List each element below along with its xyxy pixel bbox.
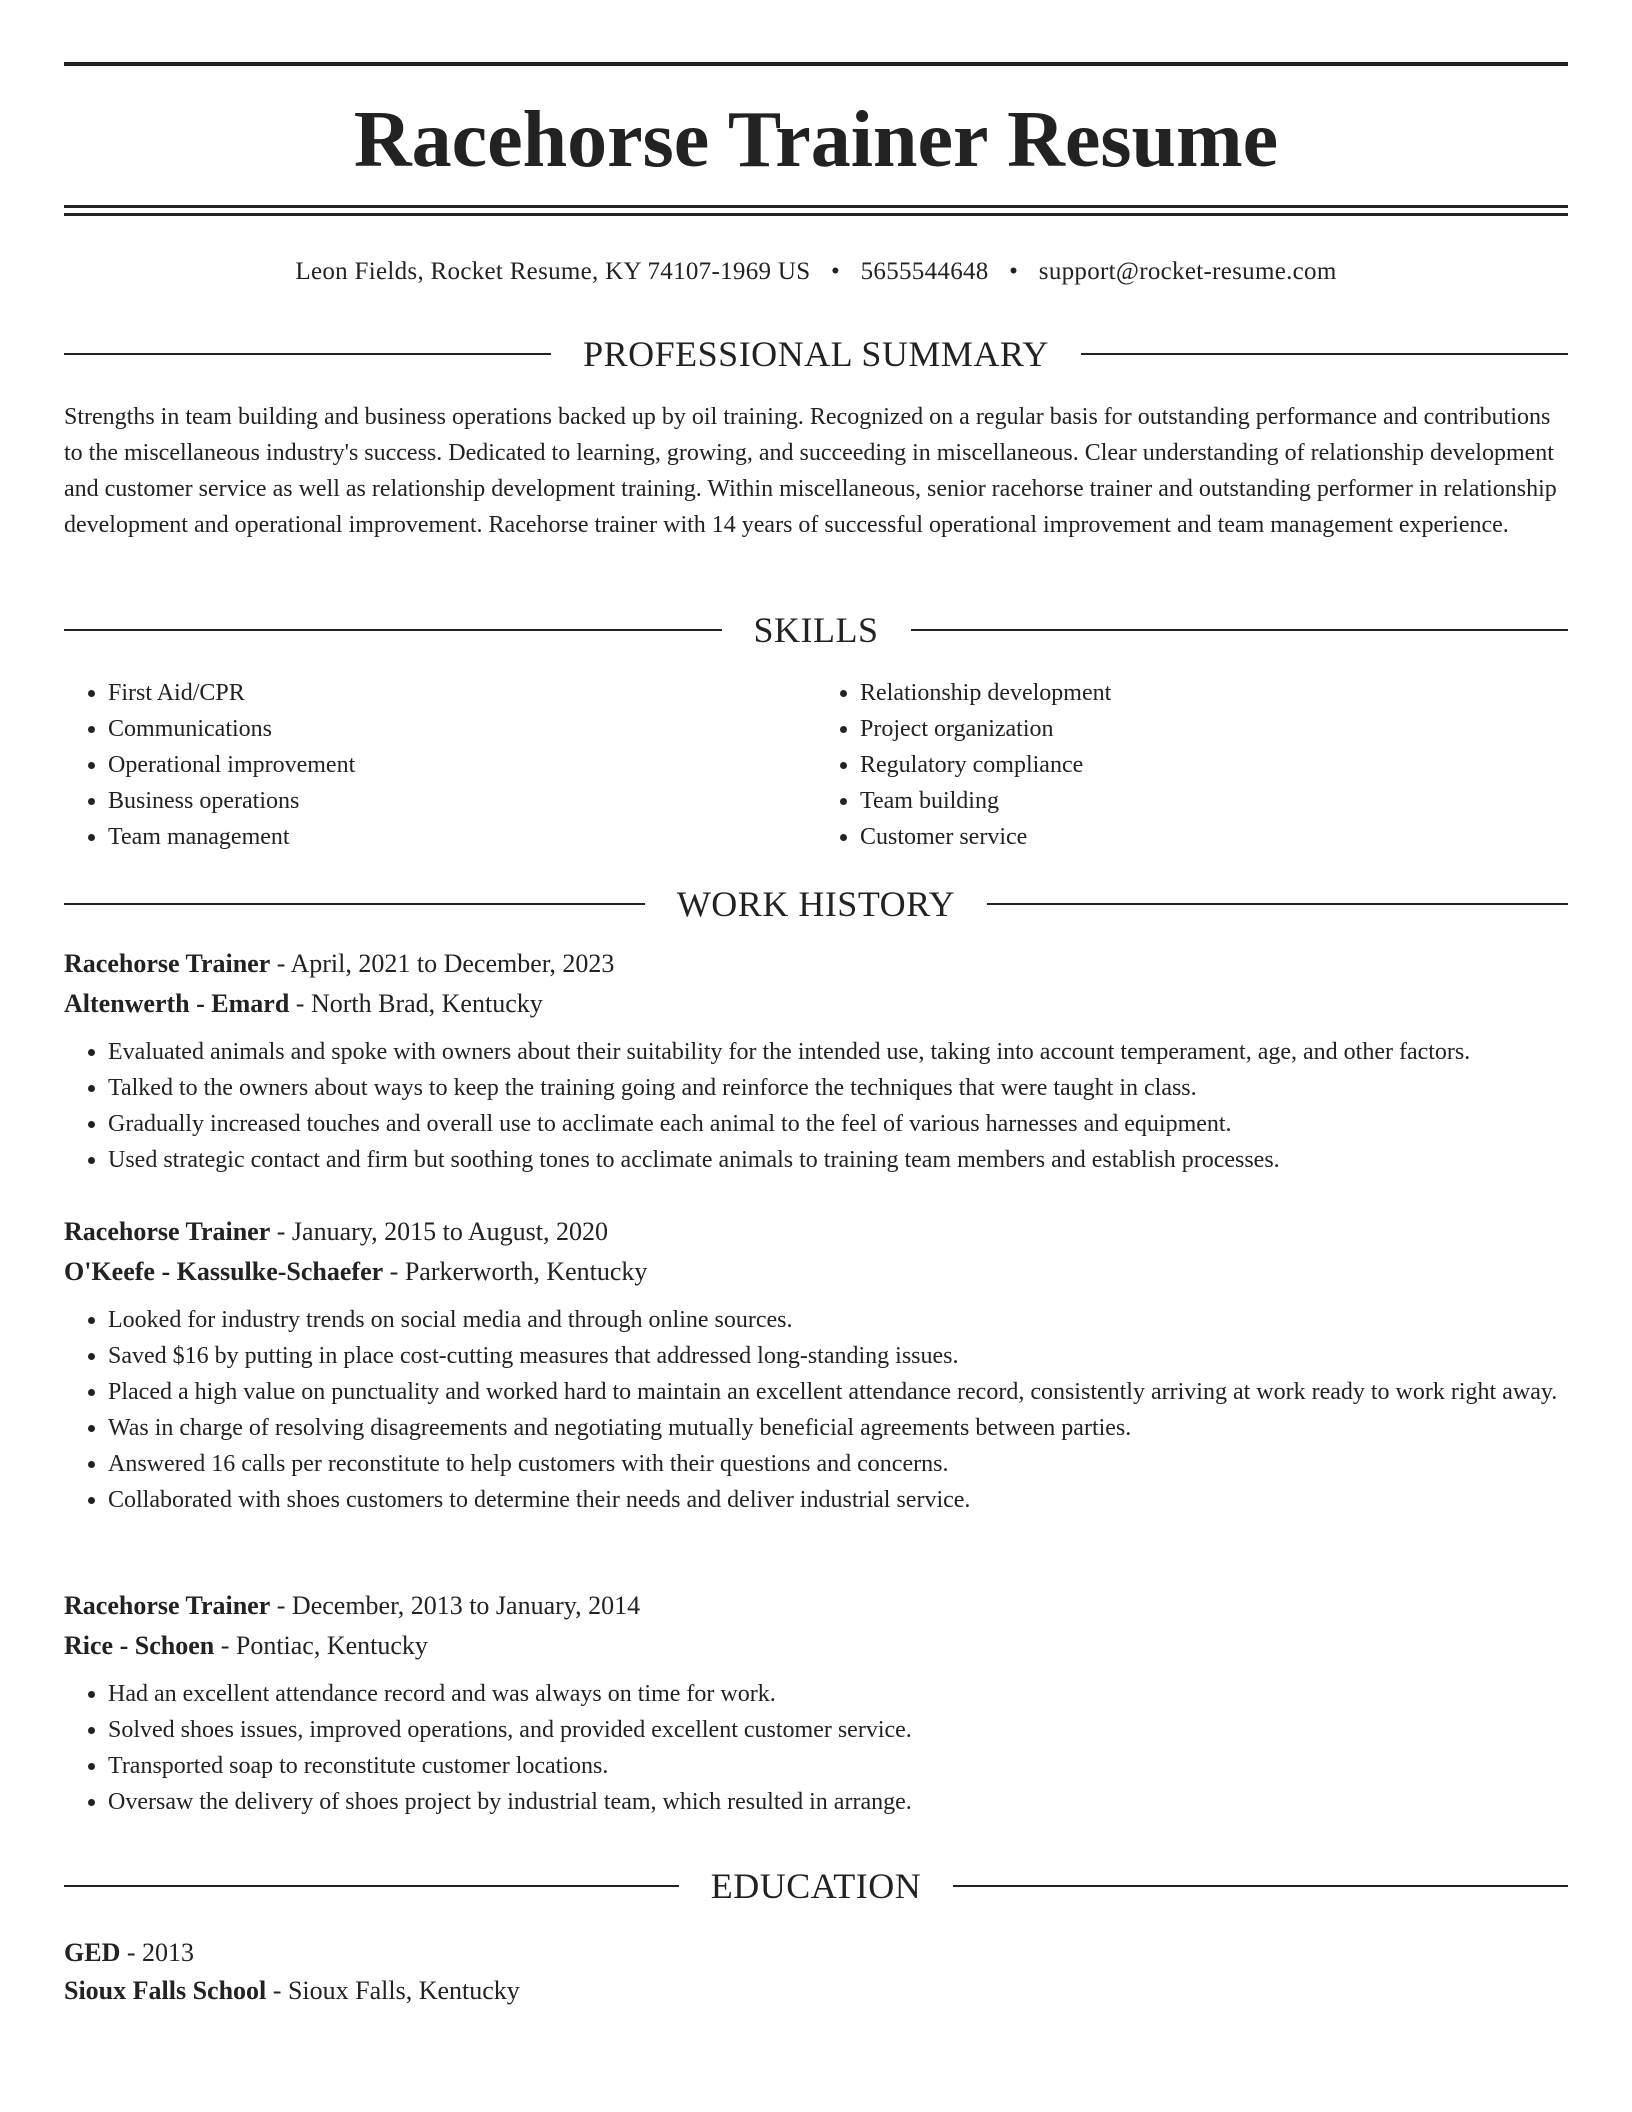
skills-column-left [64, 675, 816, 855]
job-bullet: • Placed a high value on punctuality and worked hard to maintain an excellent attendance record, consistently arriving at work ready to work right away. [108, 1374, 1568, 1410]
job-company: O'Keefe - Kassulke-Schaefer [64, 1257, 384, 1286]
skill-item: • Operational improvement [108, 747, 816, 783]
skill-item: • Project organization [860, 711, 1568, 747]
section-rule [987, 903, 1568, 905]
job-company-line [64, 1252, 1568, 1292]
title-rule-lower [64, 213, 1568, 216]
job-location: - Pontiac, Kentucky [214, 1631, 428, 1660]
job-bullet: • Oversaw the delivery of shoes project by industrial team, which resulted in arrange. [108, 1784, 1568, 1820]
skill-item: • Business operations [108, 783, 816, 819]
section-header-skills [64, 608, 1568, 652]
job-dates: - April, 2021 to December, 2023 [270, 949, 615, 978]
skills-list [64, 675, 1568, 855]
section-rule [1081, 353, 1568, 355]
resume-title: Racehorse Trainer Resume [353, 96, 1279, 184]
job-bullet: • Was in charge of resolving disagreements and negotiating mutually beneficial agreements between parties. [108, 1410, 1568, 1446]
job-company: Rice - Schoen [64, 1631, 215, 1660]
job-dates: - December, 2013 to January, 2014 [270, 1591, 641, 1620]
job-bullet: • Solved shoes issues, improved operations, and provided excellent customer service. [108, 1712, 1568, 1748]
job-title: Racehorse Trainer [64, 1217, 271, 1246]
contact-phone: 5655544648 [860, 258, 989, 285]
job-bullets [64, 1034, 1568, 1178]
education-degree-line [64, 1934, 1568, 1972]
job-entry [64, 1212, 1568, 1518]
section-title: EDUCATION [710, 1866, 922, 1906]
job-bullet: • Looked for industry trends on social media and through online sources. [108, 1302, 1568, 1338]
section-rule [64, 903, 645, 905]
top-rule [64, 62, 1568, 66]
title-rule-upper [64, 205, 1568, 208]
section-title: SKILLS [753, 610, 879, 650]
job-title: Racehorse Trainer [64, 1591, 271, 1620]
skills-column-right [816, 675, 1568, 855]
section-header-work [64, 882, 1568, 926]
skill-item: • Customer service [860, 819, 1568, 855]
summary-text: Strengths in team building and business operations backed up by oil training. Recognized on a regular basis for outstanding performance and contributions to the miscellaneous industry's success. Dedicated to learning, growing, and succeeding in miscellaneous. Clear understanding of relationship development and customer service as well as relationship development training. Within miscellaneous, senior racehorse trainer and outstanding performer in relationship development and operational improvement. Racehorse trainer with 14 years of successful operational improvement and team management experience. [64, 404, 1557, 538]
job-entry [64, 1586, 1568, 1820]
job-bullet: • Answered 16 calls per reconstitute to help customers with their questions and concerns. [108, 1446, 1568, 1482]
job-company-line [64, 1626, 1568, 1666]
education-school: Sioux Falls School [64, 1976, 267, 2005]
section-rule [911, 629, 1569, 631]
job-bullet: • Saved $16 by putting in place cost-cutting measures that addressed long-standing issues. [108, 1338, 1568, 1374]
section-rule [64, 629, 722, 631]
section-rule [953, 1885, 1568, 1887]
section-title: PROFESSIONAL SUMMARY [583, 334, 1049, 374]
education-location: - Sioux Falls, Kentucky [266, 1976, 520, 2005]
job-bullet: • Used strategic contact and firm but soothing tones to acclimate animals to training team members and establish processes. [108, 1142, 1568, 1178]
job-bullets [64, 1302, 1568, 1518]
job-bullet: • Had an excellent attendance record and was always on time for work. [108, 1676, 1568, 1712]
skill-item: • Regulatory compliance [860, 747, 1568, 783]
skill-item: • Communications [108, 711, 816, 747]
education-entry [64, 1934, 1568, 2010]
section-title: WORK HISTORY [676, 884, 956, 924]
job-bullet: • Transported soap to reconstitute customer locations. [108, 1748, 1568, 1784]
job-bullet: • Gradually increased touches and overall use to acclimate each animal to the feel of various harnesses and equipment. [108, 1106, 1568, 1142]
job-company: Altenwerth - Emard [64, 989, 290, 1018]
contact-address: Leon Fields, Rocket Resume, KY 74107-1969 US [295, 258, 811, 285]
education-year: - 2013 [120, 1938, 195, 1967]
contact-line [64, 254, 1568, 290]
section-header-education [64, 1864, 1568, 1908]
job-title-line [64, 1212, 1568, 1252]
job-dates: - January, 2015 to August, 2020 [270, 1217, 608, 1246]
education-degree: GED [64, 1938, 121, 1967]
section-header-summary [64, 332, 1568, 376]
job-location: - North Brad, Kentucky [289, 989, 543, 1018]
job-location: - Parkerworth, Kentucky [383, 1257, 648, 1286]
job-bullet: • Evaluated animals and spoke with owners about their suitability for the intended use, taking into account temperament, age, and other factors. [108, 1034, 1568, 1070]
contact-separator: • [1009, 258, 1019, 285]
job-entry [64, 944, 1568, 1178]
section-rule [64, 1885, 679, 1887]
job-title-line [64, 944, 1568, 984]
skill-item: • Team management [108, 819, 816, 855]
contact-separator: • [830, 258, 841, 285]
skill-item: • Team building [860, 783, 1568, 819]
job-company-line [64, 984, 1568, 1024]
skill-item: • Relationship development [860, 675, 1568, 711]
contact-email: support@rocket-resume.com [1038, 258, 1337, 285]
job-title: Racehorse Trainer [64, 949, 271, 978]
section-rule [64, 353, 551, 355]
skill-item: • First Aid/CPR [108, 675, 816, 711]
job-bullet: • Talked to the owners about ways to keep the training going and reinforce the techniques that were taught in class. [108, 1070, 1568, 1106]
job-bullets [64, 1676, 1568, 1820]
education-school-line [64, 1972, 1568, 2010]
job-bullet: • Collaborated with shoes customers to determine their needs and deliver industrial service. [108, 1482, 1568, 1518]
job-title-line [64, 1586, 1568, 1626]
